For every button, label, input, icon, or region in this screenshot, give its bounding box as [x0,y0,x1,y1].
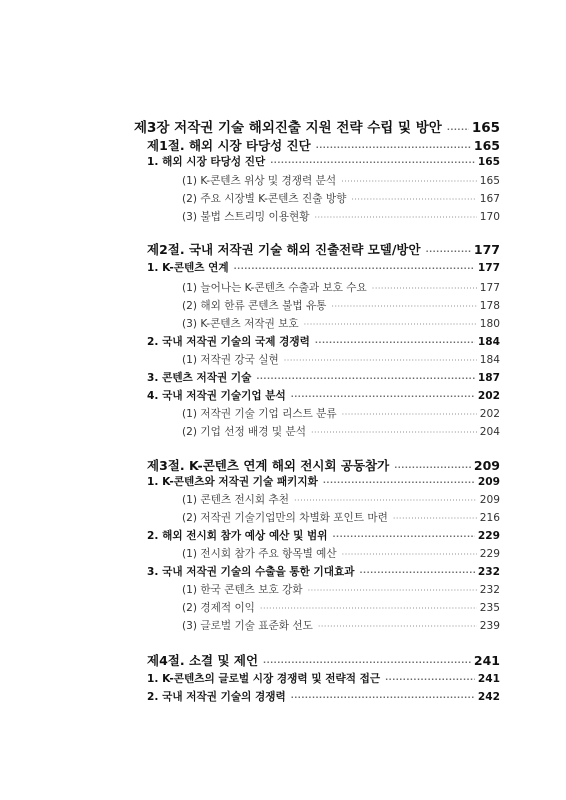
toc-title: (2) 해외 한류 콘텐츠 불법 유통 [182,300,327,312]
toc-title: (2) 경제적 이익 [182,602,255,614]
toc-section [147,651,500,669]
toc-title: (1) 저작권 강국 실현 [182,354,279,366]
toc-leader-dots [311,428,477,437]
toc-title: 제2절. 국내 저작권 기술 해외 진출전략 모델/방안 [147,242,421,257]
toc-title: (1) 한국 콘텐츠 보호 강화 [182,584,303,596]
toc-leader-dots [260,604,477,613]
toc-title: (2) 저작권 기술기업만의 차별화 포인트 마련 [182,512,388,524]
toc-leader-dots [342,410,477,419]
toc-leader-dots [332,532,474,541]
toc-leader-dots [331,302,476,311]
toc-title: 3. 국내 저작권 기술의 수출을 통한 기대효과 [147,566,355,578]
toc-leader-dots [304,320,477,329]
toc-item [182,298,500,313]
toc-page-number: 177 [479,282,500,294]
toc-item [182,191,500,206]
toc-page-number: 229 [477,530,500,542]
toc-item [182,492,500,507]
toc-title: 1. K-콘텐츠와 저작권 기술 패키지화 [147,476,318,488]
toc-item [182,280,500,295]
toc-page-number: 177 [477,262,500,274]
toc-title: 2. 국내 저작권 기술의 경쟁력 [147,691,286,703]
toc-subsection [147,260,500,275]
toc-subsection [147,689,500,704]
toc-title: 1. K-콘텐츠 연계 [147,262,229,274]
toc-title: 1. 해외 시장 타당성 진단 [147,156,266,168]
toc-leader-dots [316,143,471,152]
toc-subsection [147,671,500,686]
toc-subsection [147,564,500,579]
toc-title: (1) 저작권 기술 기업 리스트 분류 [182,408,337,420]
toc-leader-dots [294,496,477,505]
toc-title: 제3장 저작권 기술 해외진출 지원 전략 수립 및 방안 [134,120,442,136]
toc-title: 제4절. 소결 및 제언 [147,653,259,668]
toc-item [182,600,500,615]
toc-leader-dots [323,478,475,487]
toc-leader-dots [341,177,477,186]
toc-leader-dots [318,622,477,631]
toc-item [182,618,500,633]
toc-item [182,209,500,224]
toc-title: 4. 국내 저작권 기술기업 분석 [147,390,286,402]
toc-leader-dots [234,264,475,273]
toc-page-number: 187 [477,372,500,384]
toc-section [147,456,500,474]
toc-leader-dots [291,392,475,401]
toc-leader-dots [270,158,475,167]
toc-leader-dots [351,195,476,204]
toc-subsection [147,474,500,489]
toc-item [182,546,500,561]
toc-page-number: 216 [479,512,500,524]
toc-page-number: 209 [473,458,500,473]
toc-leader-dots [360,568,475,577]
toc-subsection [147,370,500,385]
toc-subsection [147,334,500,349]
toc-page-number: 177 [473,242,500,257]
toc-title: 1. K-콘텐츠의 글로벌 시장 경쟁력 및 전략적 접근 [147,673,381,685]
toc-page-number: 209 [479,494,500,506]
toc-item [182,316,500,331]
toc-leader-dots [256,374,475,383]
toc-leader-dots [342,550,477,559]
toc-title: 2. 해외 전시회 참가 예상 예산 및 범위 [147,530,328,542]
toc-title: 2. 국내 저작권 기술의 국제 경쟁력 [147,336,310,348]
toc-leader-dots [263,658,471,667]
toc-leader-dots [393,514,477,523]
toc-subsection [147,154,500,169]
toc-leader-dots [372,284,477,293]
toc-page-number: 202 [479,408,500,420]
toc-page-number: 167 [479,193,500,205]
toc-item [182,424,500,439]
toc-chapter [134,116,500,136]
toc-page-number: 239 [479,620,500,632]
toc-page-number: 170 [479,211,500,223]
toc-leader-dots [284,356,477,365]
toc-page-number: 180 [479,318,500,330]
toc-page-number: 204 [479,426,500,438]
toc-page-number: 202 [477,390,500,402]
toc-item [182,173,500,188]
toc-page-number: 235 [479,602,500,614]
toc-page-number: 165 [479,175,500,187]
toc-page-number: 184 [477,336,500,348]
toc-title: 제1절. 해외 시장 타당성 진단 [147,138,311,153]
toc-leader-dots [308,586,477,595]
toc-title: 제3절. K-콘텐츠 연계 해외 전시회 공동참가 [147,458,390,473]
toc-item [182,352,500,367]
toc-subsection [147,388,500,403]
toc-title: (1) K-콘텐츠 위상 및 경쟁력 분석 [182,175,337,187]
toc-page-number: 232 [479,584,500,596]
toc-section [147,136,500,154]
toc-item [182,510,500,525]
toc-title: (3) K-콘텐츠 저작권 보호 [182,318,299,330]
toc-page-number: 242 [477,691,500,703]
toc-page-number: 209 [477,476,500,488]
toc-leader-dots [447,125,469,134]
toc-page-number: 232 [477,566,500,578]
toc-leader-dots [394,463,471,472]
toc-title: (1) 늘어나는 K-콘텐츠 수출과 보호 수요 [182,282,367,294]
toc-page-number: 178 [479,300,500,312]
toc-leader-dots [314,213,476,222]
toc-title: (1) 전시회 참가 주요 항목별 예산 [182,548,337,560]
toc-title: (1) 콘텐츠 전시회 추천 [182,494,289,506]
toc-section [147,240,500,258]
toc-title: (2) 주요 시장별 K-콘텐츠 진출 방향 [182,193,347,205]
toc-page-number: 184 [479,354,500,366]
toc-leader-dots [315,338,475,347]
toc-subsection [147,528,500,543]
toc-page-number: 241 [473,653,500,668]
toc-item [182,406,500,421]
toc-title: (3) 글로벌 기술 표준화 선도 [182,620,313,632]
toc-page-number: 165 [477,156,500,168]
toc-page-number: 165 [473,138,500,153]
toc-leader-dots [426,247,471,256]
toc-page-number: 241 [477,673,500,685]
toc-title: 3. 콘텐츠 저작권 기술 [147,372,252,384]
toc-page-number: 165 [471,120,500,136]
toc-leader-dots [291,693,475,702]
toc-title: (3) 불법 스트리밍 이용현황 [182,211,310,223]
toc-item [182,582,500,597]
toc-page-number: 229 [479,548,500,560]
toc-title: (2) 기업 선정 배경 및 분석 [182,426,306,438]
toc-leader-dots [385,675,475,684]
